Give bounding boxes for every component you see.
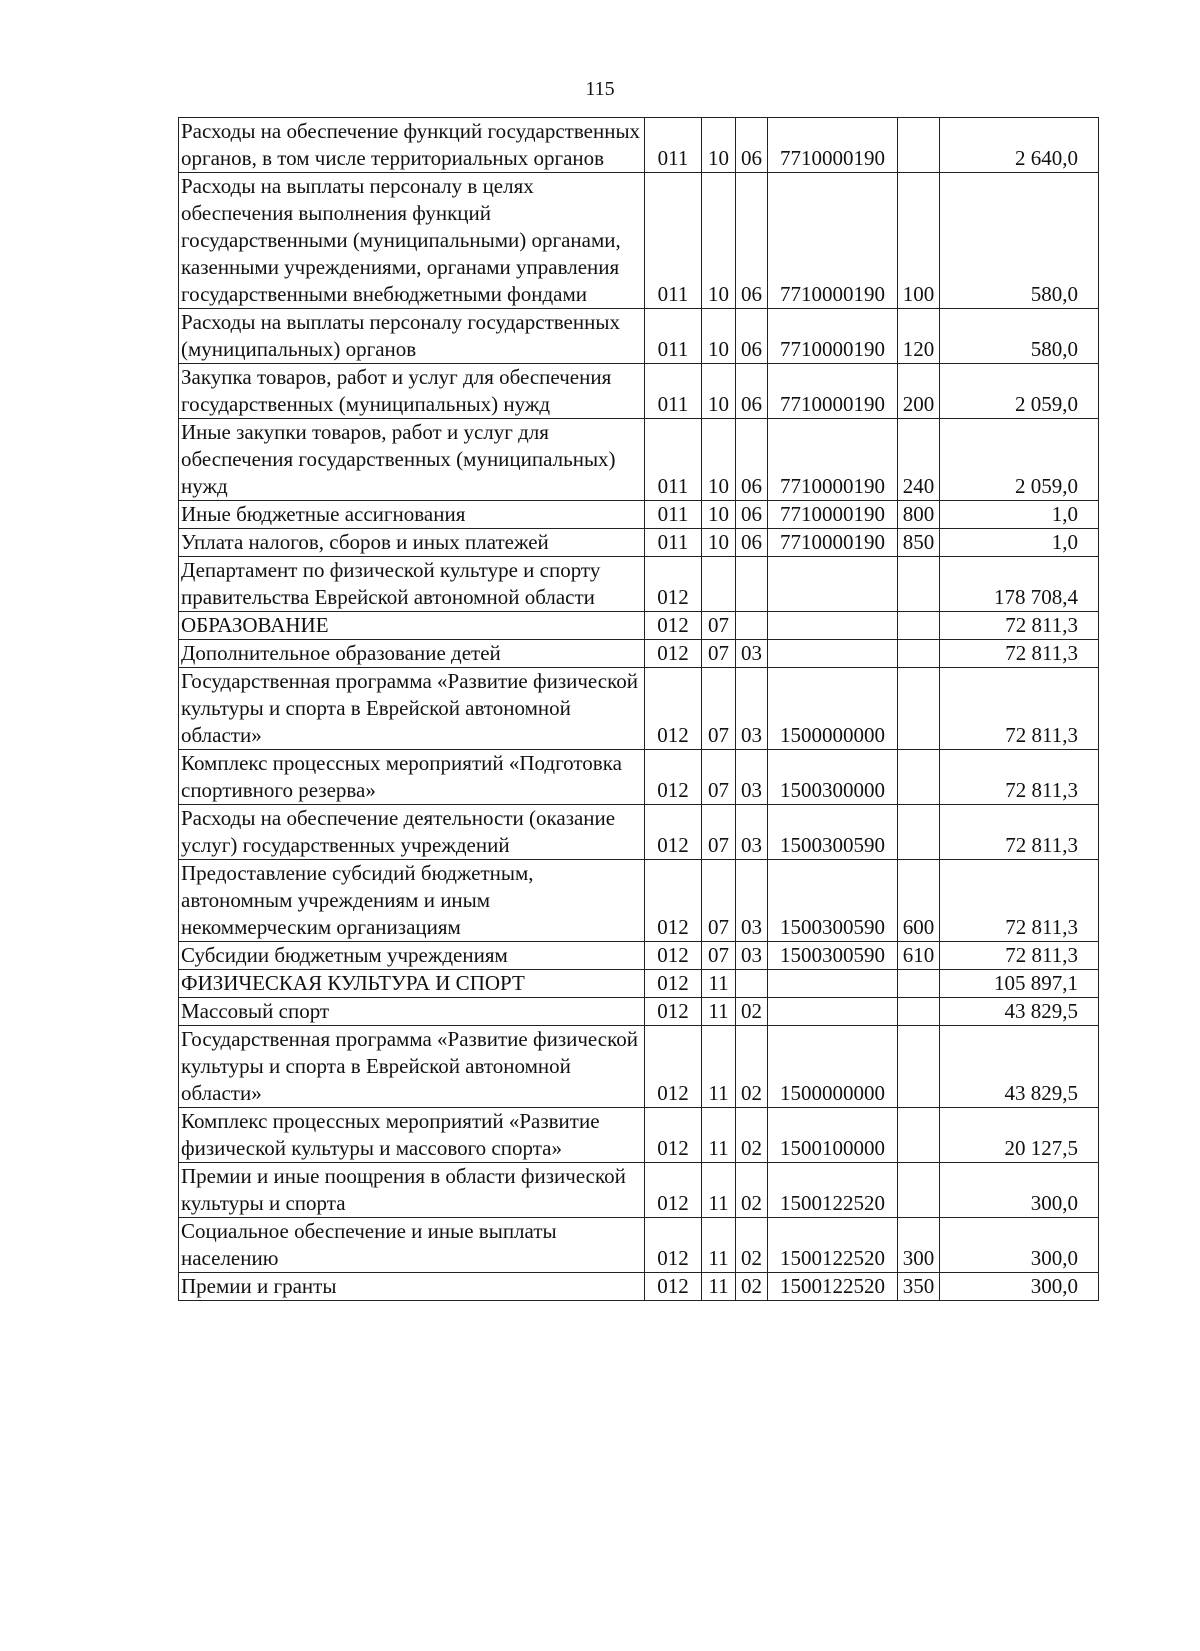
- expense-type-cell: 300: [898, 1218, 940, 1273]
- expense-type-cell: 100: [898, 173, 940, 309]
- expense-type-cell: [898, 640, 940, 668]
- section-code-cell: 07: [702, 612, 736, 640]
- table-row: [179, 612, 1099, 640]
- amount-cell: 300,0: [940, 1218, 1099, 1273]
- subsection-code-cell: 02: [736, 1218, 768, 1273]
- expense-name-cell: Расходы на обеспечение функций государственных органов, в том числе территориальных органов: [179, 118, 645, 173]
- section-code-cell: 11: [702, 1108, 736, 1163]
- expense-name-cell: Расходы на выплаты персоналу государственных (муниципальных) органов: [179, 309, 645, 364]
- target-article-cell: [768, 640, 898, 668]
- section-code-cell: 07: [702, 805, 736, 860]
- subsection-code-cell: 02: [736, 1163, 768, 1218]
- subsection-code-cell: 03: [736, 668, 768, 750]
- expense-type-cell: 610: [898, 942, 940, 970]
- table-row: [179, 750, 1099, 805]
- grbs-code-cell: 012: [645, 1163, 702, 1218]
- amount-cell: 43 829,5: [940, 1026, 1099, 1108]
- expense-name-cell: Расходы на выплаты персоналу в целях обеспечения выполнения функций государственными (муниципальными) органами, казенными учреждениями, органами управления государственными внебюджетными фондами: [179, 173, 645, 309]
- table-row: [179, 1163, 1099, 1218]
- amount-cell: 72 811,3: [940, 942, 1099, 970]
- table-row: [179, 419, 1099, 501]
- table-row: [179, 860, 1099, 942]
- amount-cell: 72 811,3: [940, 860, 1099, 942]
- subsection-code-cell: 03: [736, 942, 768, 970]
- expense-name-cell: Комплекс процессных мероприятий «Развитие физической культуры и массового спорта»: [179, 1108, 645, 1163]
- target-article-cell: [768, 612, 898, 640]
- amount-cell: 300,0: [940, 1273, 1099, 1301]
- grbs-code-cell: 012: [645, 1218, 702, 1273]
- grbs-code-cell: 012: [645, 970, 702, 998]
- subsection-code-cell: 06: [736, 419, 768, 501]
- grbs-code-cell: 011: [645, 501, 702, 529]
- amount-cell: 580,0: [940, 173, 1099, 309]
- table-row: [179, 309, 1099, 364]
- target-article-cell: [768, 557, 898, 612]
- expense-type-cell: 600: [898, 860, 940, 942]
- target-article-cell: 7710000190: [768, 173, 898, 309]
- amount-cell: 1,0: [940, 501, 1099, 529]
- target-article-cell: 7710000190: [768, 501, 898, 529]
- grbs-code-cell: 012: [645, 557, 702, 612]
- target-article-cell: 7710000190: [768, 118, 898, 173]
- target-article-cell: 1500122520: [768, 1218, 898, 1273]
- expense-type-cell: [898, 118, 940, 173]
- subsection-code-cell: 06: [736, 529, 768, 557]
- amount-cell: 20 127,5: [940, 1108, 1099, 1163]
- subsection-code-cell: 06: [736, 118, 768, 173]
- amount-cell: 580,0: [940, 309, 1099, 364]
- expense-type-cell: [898, 612, 940, 640]
- table-row: [179, 668, 1099, 750]
- expense-type-cell: 350: [898, 1273, 940, 1301]
- expense-type-cell: [898, 668, 940, 750]
- table-row: [179, 1273, 1099, 1301]
- subsection-code-cell: 06: [736, 364, 768, 419]
- section-code-cell: 11: [702, 1218, 736, 1273]
- expense-name-cell: ОБРАЗОВАНИЕ: [179, 612, 645, 640]
- subsection-code-cell: 06: [736, 309, 768, 364]
- subsection-code-cell: 02: [736, 1026, 768, 1108]
- table-row: [179, 118, 1099, 173]
- amount-cell: 2 059,0: [940, 364, 1099, 419]
- expense-type-cell: [898, 1163, 940, 1218]
- amount-cell: 72 811,3: [940, 750, 1099, 805]
- expense-type-cell: [898, 998, 940, 1026]
- section-code-cell: 07: [702, 942, 736, 970]
- expense-name-cell: Иные закупки товаров, работ и услуг для обеспечения государственных (муниципальных) нужд: [179, 419, 645, 501]
- amount-cell: 72 811,3: [940, 805, 1099, 860]
- expense-type-cell: 120: [898, 309, 940, 364]
- table-row: [179, 1218, 1099, 1273]
- expense-name-cell: Субсидии бюджетным учреждениям: [179, 942, 645, 970]
- budget-table: [178, 117, 1099, 1301]
- subsection-code-cell: [736, 557, 768, 612]
- section-code-cell: 11: [702, 1163, 736, 1218]
- section-code-cell: 10: [702, 501, 736, 529]
- table-row: [179, 942, 1099, 970]
- expense-name-cell: Иные бюджетные ассигнования: [179, 501, 645, 529]
- expense-type-cell: [898, 970, 940, 998]
- table-row: [179, 173, 1099, 309]
- table-row: [179, 1108, 1099, 1163]
- expense-name-cell: Дополнительное образование детей: [179, 640, 645, 668]
- expense-name-cell: Премии и иные поощрения в области физической культуры и спорта: [179, 1163, 645, 1218]
- section-code-cell: [702, 557, 736, 612]
- section-code-cell: 11: [702, 1026, 736, 1108]
- amount-cell: 72 811,3: [940, 612, 1099, 640]
- target-article-cell: [768, 998, 898, 1026]
- page-number: 115: [585, 78, 615, 100]
- amount-cell: 1,0: [940, 529, 1099, 557]
- target-article-cell: 1500300000: [768, 750, 898, 805]
- subsection-code-cell: 06: [736, 501, 768, 529]
- table-row: [179, 805, 1099, 860]
- target-article-cell: 1500300590: [768, 942, 898, 970]
- table-row: [179, 970, 1099, 998]
- target-article-cell: 7710000190: [768, 529, 898, 557]
- grbs-code-cell: 012: [645, 1273, 702, 1301]
- section-code-cell: 11: [702, 970, 736, 998]
- target-article-cell: 7710000190: [768, 364, 898, 419]
- table-row: [179, 364, 1099, 419]
- expense-name-cell: Премии и гранты: [179, 1273, 645, 1301]
- grbs-code-cell: 012: [645, 860, 702, 942]
- expense-name-cell: Государственная программа «Развитие физической культуры и спорта в Еврейской автономной области»: [179, 1026, 645, 1108]
- target-article-cell: [768, 970, 898, 998]
- section-code-cell: 11: [702, 1273, 736, 1301]
- amount-cell: 300,0: [940, 1163, 1099, 1218]
- section-code-cell: 07: [702, 860, 736, 942]
- expense-name-cell: Предоставление субсидий бюджетным, автономным учреждениям и иным некоммерческим организациям: [179, 860, 645, 942]
- grbs-code-cell: 012: [645, 640, 702, 668]
- target-article-cell: 1500000000: [768, 668, 898, 750]
- expense-type-cell: [898, 557, 940, 612]
- section-code-cell: 07: [702, 750, 736, 805]
- grbs-code-cell: 011: [645, 309, 702, 364]
- table-row: [179, 640, 1099, 668]
- target-article-cell: 1500100000: [768, 1108, 898, 1163]
- amount-cell: 105 897,1: [940, 970, 1099, 998]
- section-code-cell: 07: [702, 640, 736, 668]
- table-row: [179, 1026, 1099, 1108]
- expense-name-cell: Департамент по физической культуре и спорту правительства Еврейской автономной области: [179, 557, 645, 612]
- grbs-code-cell: 012: [645, 998, 702, 1026]
- grbs-code-cell: 011: [645, 118, 702, 173]
- expense-type-cell: 240: [898, 419, 940, 501]
- section-code-cell: 10: [702, 309, 736, 364]
- expense-name-cell: Массовый спорт: [179, 998, 645, 1026]
- section-code-cell: 07: [702, 668, 736, 750]
- grbs-code-cell: 011: [645, 529, 702, 557]
- grbs-code-cell: 012: [645, 668, 702, 750]
- section-code-cell: 10: [702, 529, 736, 557]
- grbs-code-cell: 012: [645, 805, 702, 860]
- expense-name-cell: Социальное обеспечение и иные выплаты населению: [179, 1218, 645, 1273]
- expense-name-cell: Закупка товаров, работ и услуг для обеспечения государственных (муниципальных) нужд: [179, 364, 645, 419]
- grbs-code-cell: 012: [645, 612, 702, 640]
- amount-cell: 2 059,0: [940, 419, 1099, 501]
- subsection-code-cell: 06: [736, 173, 768, 309]
- subsection-code-cell: 02: [736, 998, 768, 1026]
- amount-cell: 72 811,3: [940, 668, 1099, 750]
- section-code-cell: 10: [702, 118, 736, 173]
- section-code-cell: 10: [702, 419, 736, 501]
- target-article-cell: 1500000000: [768, 1026, 898, 1108]
- amount-cell: 2 640,0: [940, 118, 1099, 173]
- subsection-code-cell: [736, 970, 768, 998]
- expense-type-cell: 200: [898, 364, 940, 419]
- expense-name-cell: Расходы на обеспечение деятельности (оказание услуг) государственных учреждений: [179, 805, 645, 860]
- subsection-code-cell: 03: [736, 805, 768, 860]
- expense-name-cell: Комплекс процессных мероприятий «Подготовка спортивного резерва»: [179, 750, 645, 805]
- section-code-cell: 10: [702, 173, 736, 309]
- grbs-code-cell: 012: [645, 1026, 702, 1108]
- amount-cell: 43 829,5: [940, 998, 1099, 1026]
- expense-type-cell: 850: [898, 529, 940, 557]
- section-code-cell: 10: [702, 364, 736, 419]
- section-code-cell: 11: [702, 998, 736, 1026]
- table-row: [179, 998, 1099, 1026]
- grbs-code-cell: 011: [645, 364, 702, 419]
- expense-name-cell: Уплата налогов, сборов и иных платежей: [179, 529, 645, 557]
- subsection-code-cell: 02: [736, 1273, 768, 1301]
- grbs-code-cell: 012: [645, 750, 702, 805]
- expense-type-cell: [898, 750, 940, 805]
- subsection-code-cell: 03: [736, 750, 768, 805]
- expense-name-cell: Государственная программа «Развитие физической культуры и спорта в Еврейской автономной области»: [179, 668, 645, 750]
- target-article-cell: 1500300590: [768, 860, 898, 942]
- subsection-code-cell: 02: [736, 1108, 768, 1163]
- target-article-cell: 7710000190: [768, 419, 898, 501]
- target-article-cell: 1500122520: [768, 1273, 898, 1301]
- subsection-code-cell: 03: [736, 860, 768, 942]
- amount-cell: 178 708,4: [940, 557, 1099, 612]
- expense-type-cell: [898, 1108, 940, 1163]
- expense-type-cell: 800: [898, 501, 940, 529]
- target-article-cell: 1500300590: [768, 805, 898, 860]
- expense-name-cell: ФИЗИЧЕСКАЯ КУЛЬТУРА И СПОРТ: [179, 970, 645, 998]
- amount-cell: 72 811,3: [940, 640, 1099, 668]
- grbs-code-cell: 012: [645, 1108, 702, 1163]
- target-article-cell: 1500122520: [768, 1163, 898, 1218]
- subsection-code-cell: [736, 612, 768, 640]
- subsection-code-cell: 03: [736, 640, 768, 668]
- grbs-code-cell: 011: [645, 419, 702, 501]
- table-row: [179, 557, 1099, 612]
- table-row: [179, 501, 1099, 529]
- expense-type-cell: [898, 805, 940, 860]
- target-article-cell: 7710000190: [768, 309, 898, 364]
- expense-type-cell: [898, 1026, 940, 1108]
- grbs-code-cell: 012: [645, 942, 702, 970]
- table-row: [179, 529, 1099, 557]
- grbs-code-cell: 011: [645, 173, 702, 309]
